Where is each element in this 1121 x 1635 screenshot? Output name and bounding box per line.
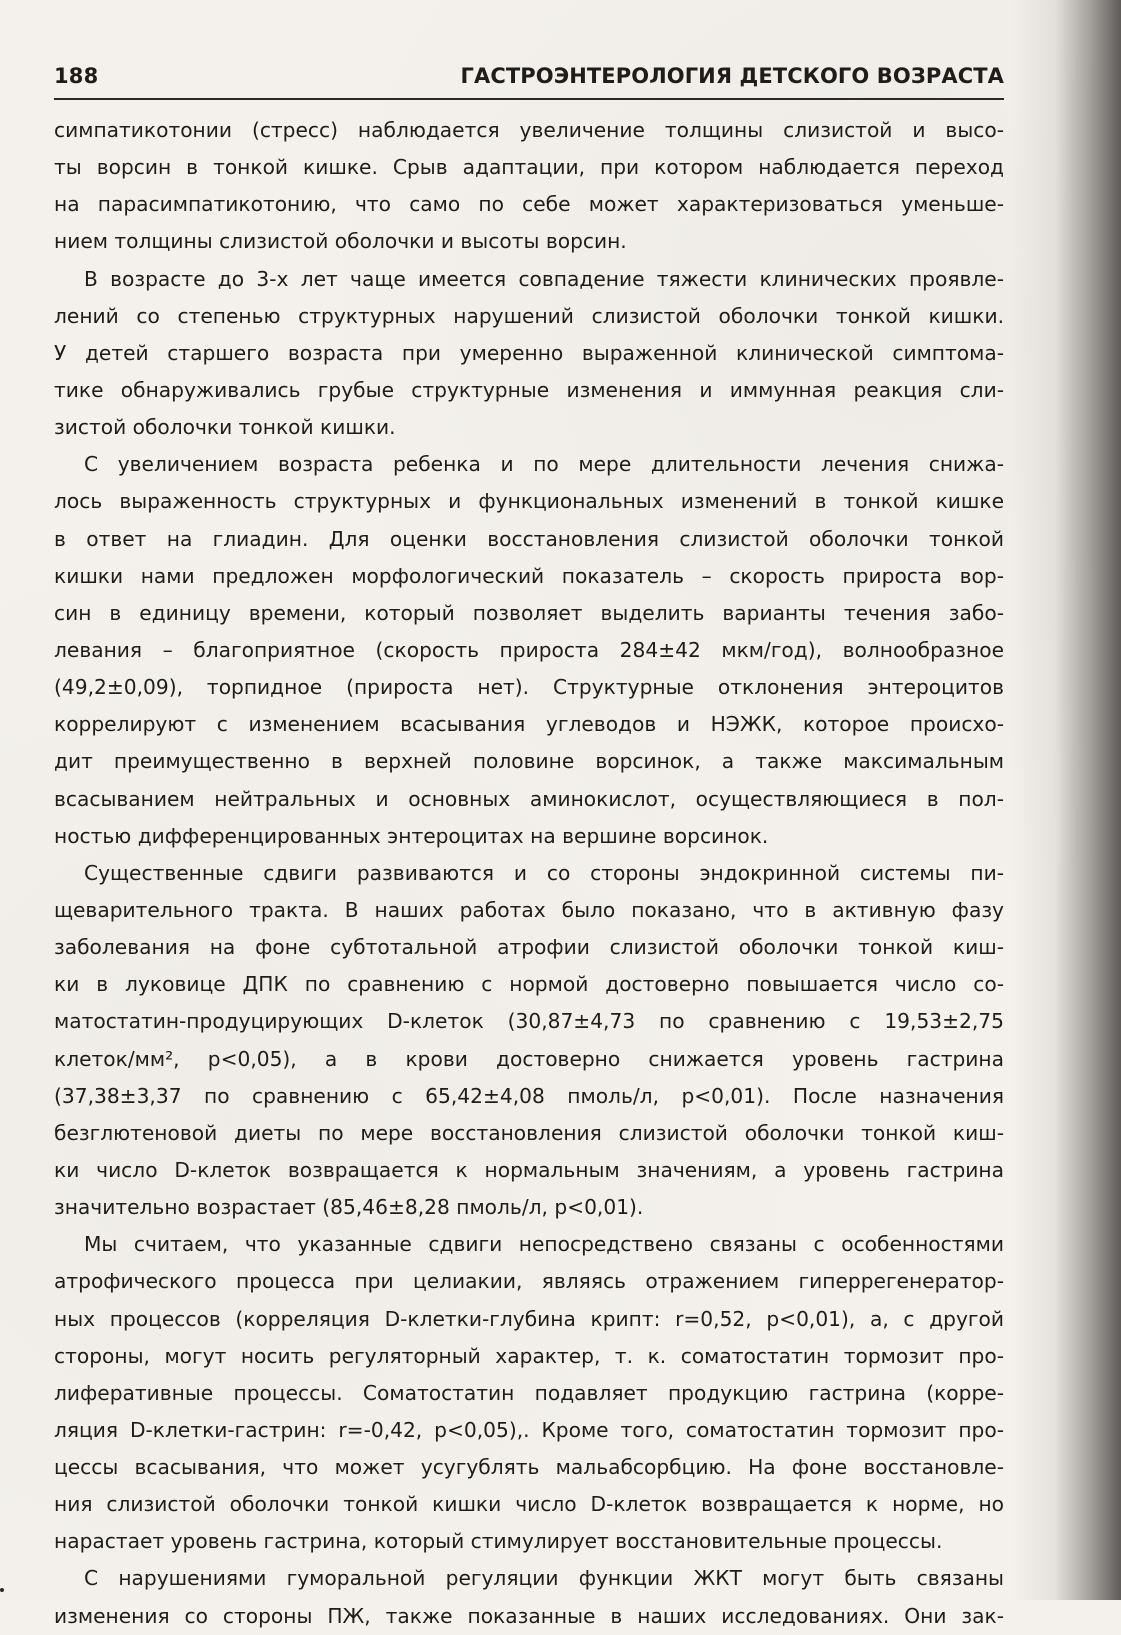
margin-mark [0,1588,4,1592]
paragraph-4 [54,855,1004,1226]
text-line: стороны, могут носить регуляторный характер, т. к. соматостатин тормозит про- [54,1343,1004,1368]
text-line: лиферативные процессы. Соматостатин подавляет продукцию гастрина (корре- [54,1380,1004,1405]
text-line: ки в луковице ДПК по сравнению с нормой достоверно повышается число со- [54,972,1004,997]
text-line: лось выраженность структурных и функциональных изменений в тонкой кишке [54,489,1004,514]
text-line: С увеличением возраста ребенка и по мере длительности лечения снижа- [84,452,1004,477]
text-line: значительно возрастает (85,46±8,28 пмоль/л, p<0,01). [54,1195,644,1220]
text-line: ты ворсин в тонкой кишке. Срыв адаптации, при котором наблюдается переход [54,155,1004,180]
page-number: 188 [54,64,99,88]
text-line: изменения со стороны ПЖ, также показанные в наших исследованиях. Они зак- [54,1603,1004,1628]
text-line: нарастает уровень гастрина, который стимулирует восстановительные процессы. [54,1529,943,1554]
text-line: матостатин-продуцирующих D-клеток (30,87±4,73 по сравнению с 19,53±2,75 [54,1009,1004,1034]
text-line: У детей старшего возраста при умеренно выраженной клинической симптома- [54,340,1004,365]
text-line: ностью дифференцированных энтероцитах на вершине ворсинок. [54,823,769,848]
text-line: клеток/мм², p<0,05), а в крови достоверно снижается уровень гастрина [54,1046,1004,1071]
text-line: в ответ на глиадин. Для оценки восстановления слизистой оболочки тонкой [54,526,1004,551]
text-line: атрофического процесса при целиакии, являясь отражением гиперрегенератор- [54,1269,1004,1294]
text-line: син в единицу времени, который позволяет выделить варианты течения забо- [54,600,1004,625]
text-line: тике обнаруживались грубые структурные изменения и иммунная реакция сли- [54,377,1004,402]
body-text [54,112,1004,1635]
header-rule [54,98,1004,100]
text-line: коррелируют с изменением всасывания углеводов и НЭЖК, которое происхо- [54,712,1004,737]
text-line: безглютеновой диеты по мере восстановления слизистой оболочки тонкой киш- [54,1120,1004,1145]
text-line: нием толщины слизистой оболочки и высоты ворсин. [54,229,627,254]
text-line: симпатикотонии (стресс) наблюдается увеличение толщины слизистой и высо- [54,118,1004,142]
paragraph-2 [54,261,1004,447]
running-title: ГАСТРОЭНТЕРОЛОГИЯ ДЕТСКОГО ВОЗРАСТА [460,64,1004,88]
page-header [54,62,1004,98]
text-line: С нарушениями гуморальной регуляции функции ЖКТ могут быть связаны [84,1566,1004,1591]
text-line: В возрасте до 3-х лет чаще имеется совпадение тяжести клинических проявле- [84,266,1004,291]
text-line: ных процессов (корреляция D-клетки-глубина крипт: r=0,52, p<0,01), а, с другой [54,1306,1004,1331]
text-line: щеварительного тракта. В наших работах было показано, что в активную фазу [54,897,1004,922]
text-line: Существенные сдвиги развиваются и со стороны эндокринной системы пи- [84,860,1004,885]
text-line: (49,2±0,09), торпидное (прироста нет). Структурные отклонения энтероцитов [54,675,1004,700]
text-line: цессы всасывания, что может усугублять мальабсорбцию. На фоне восстановле- [54,1455,1004,1480]
paragraph-1 [54,112,1004,261]
text-line: левания – благоприятное (скорость прироста 284±42 мкм/год), волнообразное [54,637,1004,662]
text-line: ния слизистой оболочки тонкой кишки число D-клеток возвращается к норме, но [54,1492,1004,1517]
text-line: ляция D-клетки-гастрин: r=-0,42, p<0,05),. Кроме того, соматостатин тормозит про- [54,1417,1004,1442]
text-line: лений со степенью структурных нарушений слизистой оболочки тонкой кишки. [54,303,1004,328]
paragraph-5 [54,1226,1004,1560]
text-line: Мы считаем, что указанные сдвиги непосредствено связаны с особенностями [84,1232,1004,1257]
text-line: на парасимпатикотонию, что само по себе может характеризоваться уменьше- [54,192,1004,217]
text-line: всасыванием нейтральных и основных аминокислот, осуществляющиеся в пол- [54,786,1004,811]
text-line: кишки нами предложен морфологический показатель – скорость прироста вор- [54,563,1004,588]
binding-shadow [1011,0,1121,1600]
paragraph-3 [54,446,1004,855]
paragraph-6 [54,1560,1004,1634]
text-line: дит преимущественно в верхней половине ворсинок, а также максимальным [54,749,1004,774]
text-line: заболевания на фоне субтотальной атрофии слизистой оболочки тонкой киш- [54,935,1004,960]
text-line: зистой оболочки тонкой кишки. [54,415,396,440]
text-line: ки число D-клеток возвращается к нормальным значениям, а уровень гастрина [54,1157,1004,1182]
text-line: (37,38±3,37 по сравнению с 65,42±4,08 пмоль/л, p<0,01). После назначения [54,1083,1004,1108]
